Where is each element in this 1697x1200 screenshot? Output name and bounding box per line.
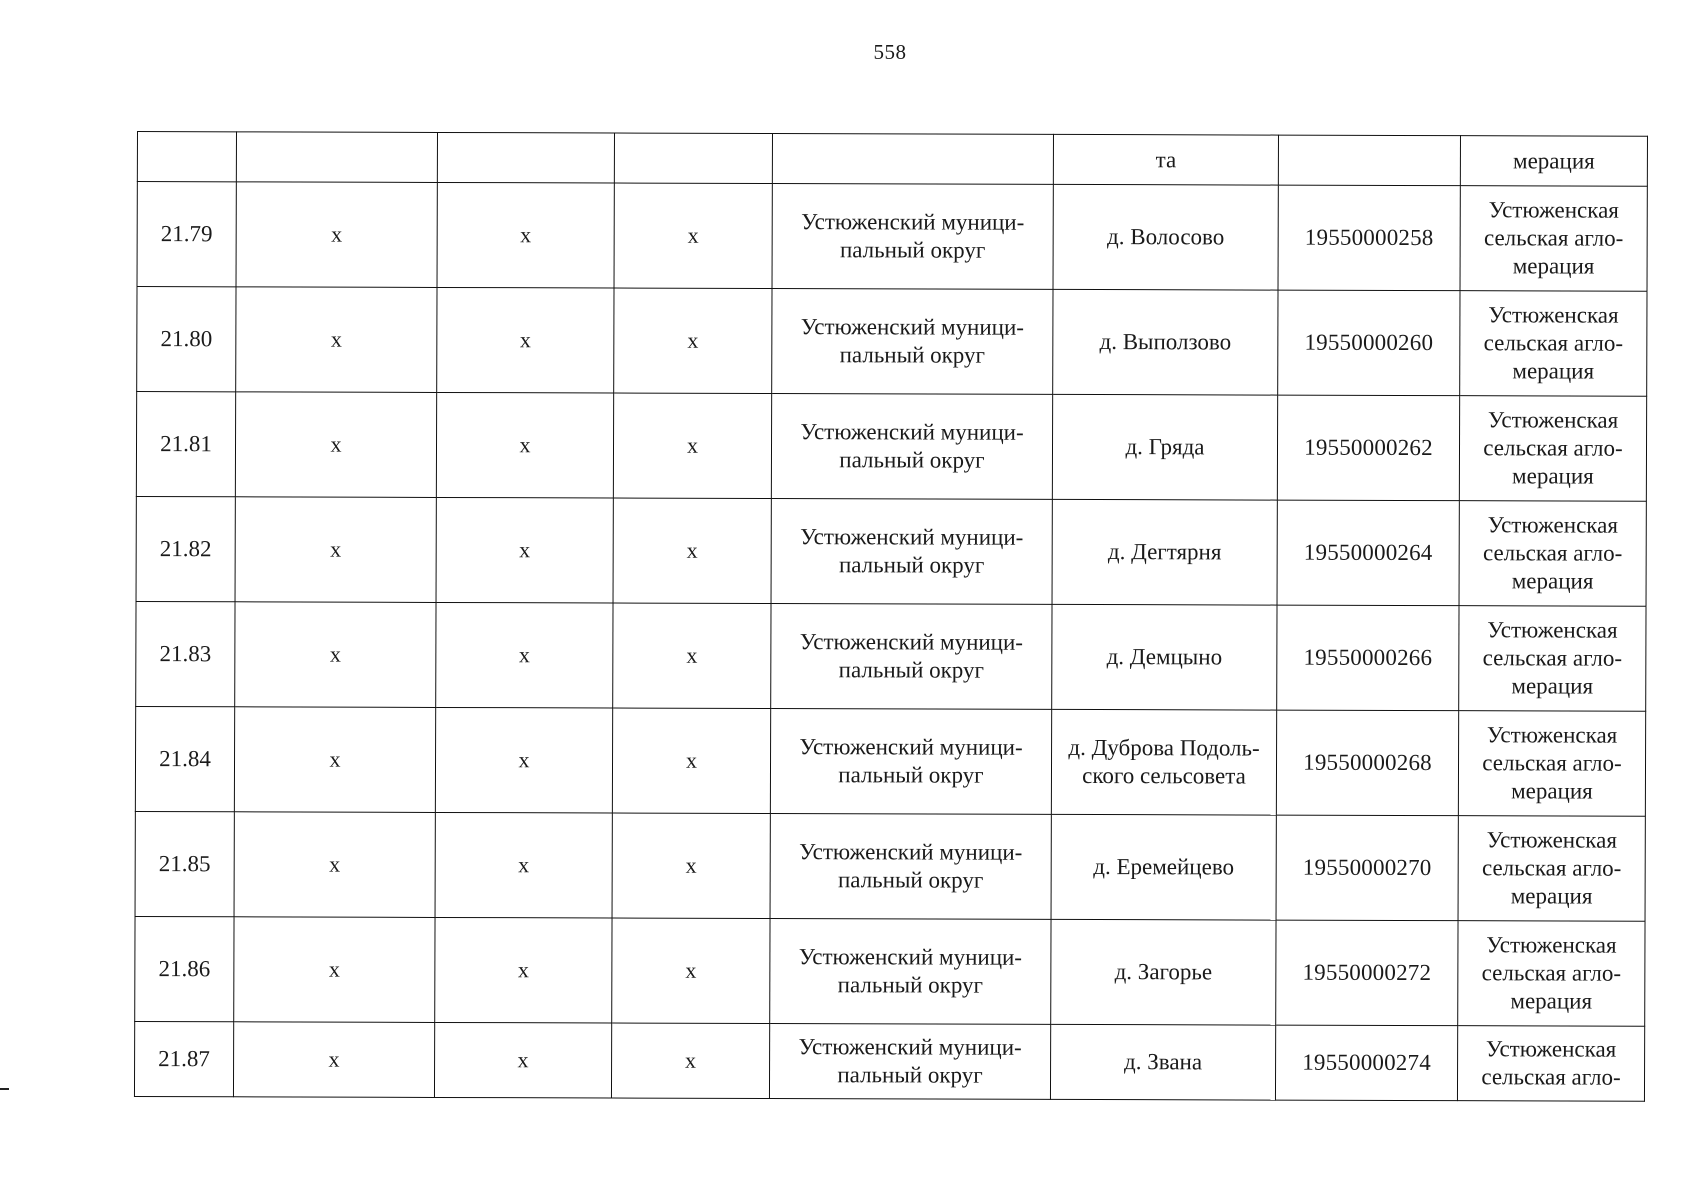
code-cell: 19550000268 [1276, 710, 1458, 816]
code-cell: 19550000262 [1277, 395, 1459, 501]
district-cell: Устюженский муници- пальный округ [770, 918, 1051, 1024]
x-mark-cell: х [612, 708, 770, 813]
header-cell-agglomeration: мерация [1460, 136, 1647, 187]
settlement-cell: д. Звана [1050, 1024, 1275, 1100]
agglomeration-cell: Устюженская сельская агло- мерация [1459, 501, 1646, 607]
code-cell: 19550000272 [1276, 920, 1458, 1026]
row-number-cell: 21.82 [136, 496, 235, 601]
x-mark-cell: х [435, 707, 612, 813]
code-cell: 19550000264 [1277, 500, 1459, 606]
row-number-cell: 21.80 [137, 287, 236, 392]
agglomeration-cell: Устюженская сельская агло- мерация [1459, 396, 1646, 502]
header-cell-number [137, 132, 236, 182]
settlement-cell: д. Демцыно [1052, 604, 1277, 710]
code-cell: 19550000274 [1275, 1025, 1457, 1101]
x-mark-cell: х [434, 1022, 611, 1098]
page-number: 558 [873, 40, 907, 64]
district-cell: Устюженский муници- пальный округ [770, 708, 1051, 814]
row-number-cell: 21.87 [134, 1021, 233, 1096]
x-mark-cell: х [613, 603, 771, 708]
table-row [135, 706, 1645, 816]
district-cell: Устюженский муници- пальный округ [772, 288, 1053, 394]
x-mark-cell: х [236, 287, 437, 393]
district-cell: Устюженский муници- пальный округ [770, 813, 1051, 919]
row-number-cell: 21.79 [137, 182, 236, 287]
x-mark-cell: х [437, 287, 614, 393]
x-mark-cell: х [234, 812, 435, 918]
header-cell-code [1278, 135, 1460, 186]
table-row [136, 496, 1646, 606]
x-mark-cell: х [613, 393, 771, 498]
x-mark-cell: х [613, 498, 771, 603]
header-cell-district [772, 133, 1053, 184]
x-mark-cell: х [233, 1022, 434, 1098]
row-number-cell: 21.86 [135, 916, 234, 1021]
x-mark-cell: х [436, 602, 613, 708]
x-mark-cell: х [236, 182, 437, 288]
table-row [136, 601, 1646, 711]
edge-mark [0, 1088, 9, 1090]
x-mark-cell: х [436, 392, 613, 498]
agglomeration-cell: Устюженская сельская агло- мерация [1458, 816, 1645, 922]
settlement-cell: д. Еремейцево [1051, 814, 1276, 920]
table-row [136, 392, 1646, 502]
district-cell: Устюженский муници- пальный округ [771, 498, 1052, 604]
x-mark-cell: х [612, 813, 770, 918]
agglomeration-cell: Устюженская сельская агло- мерация [1459, 606, 1646, 712]
row-number-cell: 21.81 [136, 392, 235, 497]
x-mark-cell: х [235, 602, 436, 708]
code-cell: 19550000258 [1278, 185, 1460, 291]
table-row [135, 811, 1645, 921]
agglomeration-cell: Устюженская сельская агло- [1457, 1026, 1644, 1102]
agglomeration-cell: Устюженская сельская агло- мерация [1460, 291, 1647, 397]
x-mark-cell: х [235, 497, 436, 603]
district-cell: Устюженский муници- пальный округ [771, 603, 1052, 709]
x-mark-cell: х [234, 917, 435, 1023]
district-cell: Устюженский муници- пальный округ [771, 393, 1052, 499]
table-row [135, 916, 1645, 1026]
district-cell: Устюженский муници- пальный округ [772, 183, 1053, 289]
table-row [137, 287, 1647, 397]
x-mark-cell: х [435, 812, 612, 918]
x-mark-cell: х [612, 918, 770, 1023]
x-mark-cell: х [436, 497, 613, 603]
x-mark-cell: х [614, 183, 772, 288]
code-cell: 19550000270 [1276, 815, 1458, 921]
table-row [134, 1021, 1644, 1101]
district-cell: Устюженский муници- пальный округ [769, 1023, 1050, 1099]
table-row [137, 182, 1647, 292]
x-mark-cell: х [435, 917, 612, 1023]
code-cell: 19550000266 [1277, 605, 1459, 711]
x-mark-cell: х [235, 392, 436, 498]
settlement-cell: д. Дегтярня [1052, 499, 1277, 605]
table-header-row [137, 132, 1647, 187]
header-cell-2 [236, 132, 437, 183]
x-mark-cell: х [611, 1023, 769, 1098]
header-cell-4 [614, 133, 772, 183]
data-table [134, 131, 1648, 1102]
agglomeration-cell: Устюженская сельская агло- мерация [1458, 921, 1645, 1027]
settlement-cell: д. Дуброва Подоль- ского сельсовета [1051, 709, 1276, 815]
settlement-cell: д. Гряда [1052, 394, 1277, 500]
table-body [134, 132, 1647, 1102]
row-number-cell: 21.83 [136, 601, 235, 706]
x-mark-cell: х [437, 182, 614, 288]
header-cell-settlement: та [1053, 134, 1278, 185]
row-number-cell: 21.84 [135, 706, 234, 811]
settlement-cell: д. Выползово [1053, 289, 1278, 395]
x-mark-cell: х [234, 707, 435, 813]
row-number-cell: 21.85 [135, 811, 234, 916]
x-mark-cell: х [614, 288, 772, 393]
header-cell-3 [437, 132, 614, 183]
code-cell: 19550000260 [1278, 290, 1460, 396]
settlement-cell: д. Волосово [1053, 184, 1278, 290]
agglomeration-cell: Устюженская сельская агло- мерация [1458, 711, 1645, 817]
settlement-cell: д. Загорье [1051, 919, 1276, 1025]
agglomeration-cell: Устюженская сельская агло- мерация [1460, 186, 1647, 292]
